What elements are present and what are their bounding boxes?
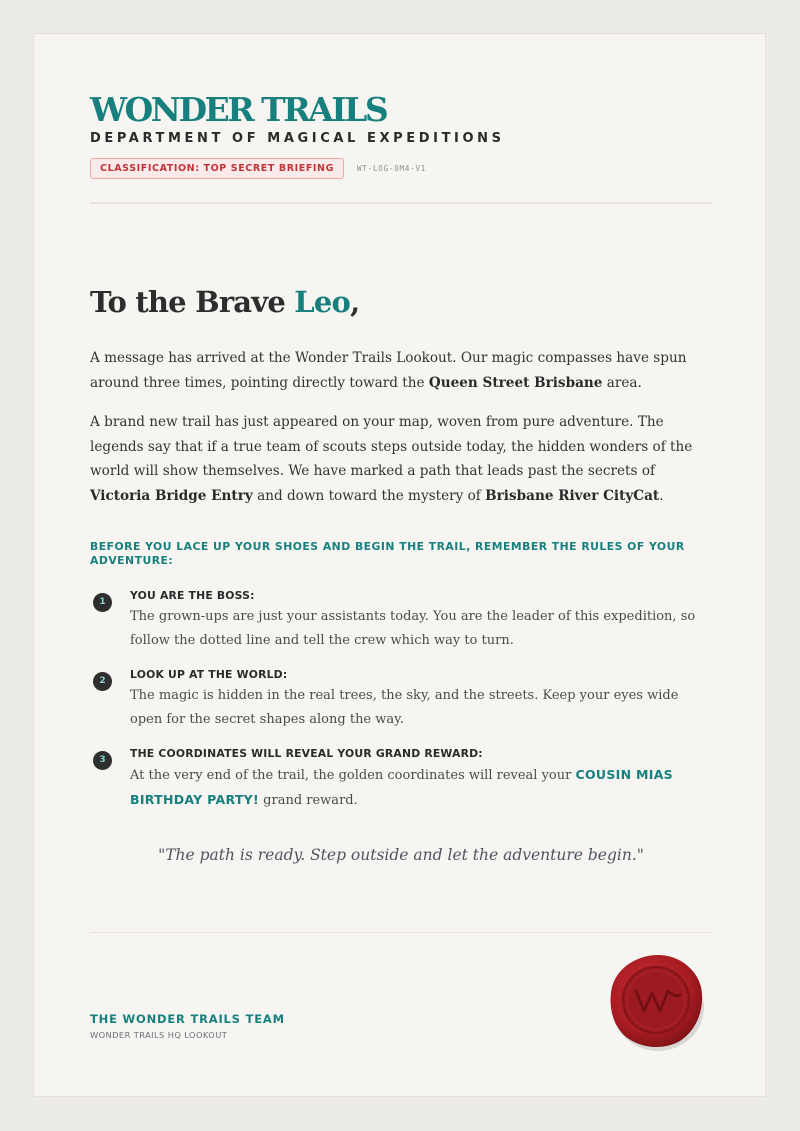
classification-badge: CLASSIFICATION: TOP SECRET BRIEFING (90, 158, 344, 179)
rule-title: THE COORDINATES WILL REVEAL YOUR GRAND REWARD: (130, 747, 483, 760)
place-queen-street: Queen Street Brisbane (428, 374, 603, 391)
rule-body: The magic is hidden in the real trees, the sky, and the streets. Keep your eyes wide open for the secret shapes along the way. (130, 688, 679, 727)
department-subtitle: DEPARTMENT OF MAGICAL EXPEDITIONS (90, 131, 505, 146)
paragraph-2 (90, 410, 715, 508)
paragraph-1-end: area. (602, 374, 642, 391)
footer-divider (90, 932, 712, 933)
recipient-name: Leo (294, 285, 351, 319)
place-citycat: Brisbane River CityCat (485, 487, 660, 504)
paragraph-1 (90, 346, 715, 395)
signature-location: WONDER TRAILS HQ LOOKOUT (90, 1030, 228, 1040)
rule-body-text: At the very end of the trail, the golden coordinates will reveal your (130, 768, 576, 783)
greeting (90, 285, 359, 319)
rule-body-end: grand reward. (259, 793, 358, 808)
greeting-suffix: , (350, 285, 360, 319)
place-victoria-bridge: Victoria Bridge Entry (90, 487, 253, 504)
rules-heading: BEFORE YOU LACE UP YOUR SHOES AND BEGIN THE TRAIL, REMEMBER THE RULES OF YOUR ADVENTURE: (90, 540, 685, 567)
rule-title: YOU ARE THE BOSS: (130, 589, 255, 602)
rule-number-badge: 2 (93, 672, 112, 691)
letter-page (33, 33, 766, 1097)
wax-seal-icon (606, 951, 706, 1051)
brand-title: WONDER TRAILS (90, 90, 387, 129)
closing-quote: "The path is ready. Step outside and let the adventure begin." (158, 846, 644, 864)
rule-number-badge: 1 (93, 593, 112, 612)
rule-number-badge: 3 (93, 751, 112, 770)
document-code: WT-LOG-0M4-V1 (357, 164, 427, 173)
rule-body (130, 763, 710, 813)
paragraph-1-text: A message has arrived at the Wonder Trails Lookout. Our magic compasses have spun around three times, pointing directly toward the (90, 350, 687, 391)
reward-text: COUSIN MIAS BIRTHDAY PARTY! (130, 767, 673, 807)
paragraph-2-text: A brand new trail has just appeared on your map, woven from pure adventure. The legends say that if a true team of scouts steps outside today, the hidden wonders of the world will show themselves. We have marked a path that leads past the secrets of (90, 414, 693, 479)
header-divider (90, 202, 712, 204)
paragraph-2-end: . (659, 487, 664, 504)
paragraph-2-middle: and down toward the mystery of (252, 487, 486, 504)
signature-team: THE WONDER TRAILS TEAM (90, 1012, 285, 1026)
rule-title: LOOK UP AT THE WORLD: (130, 668, 288, 681)
greeting-prefix: To the Brave (90, 285, 295, 319)
rule-body: The grown-ups are just your assistants today. You are the leader of this expedition, so follow the dotted line and tell the crew which way to turn. (130, 609, 696, 648)
